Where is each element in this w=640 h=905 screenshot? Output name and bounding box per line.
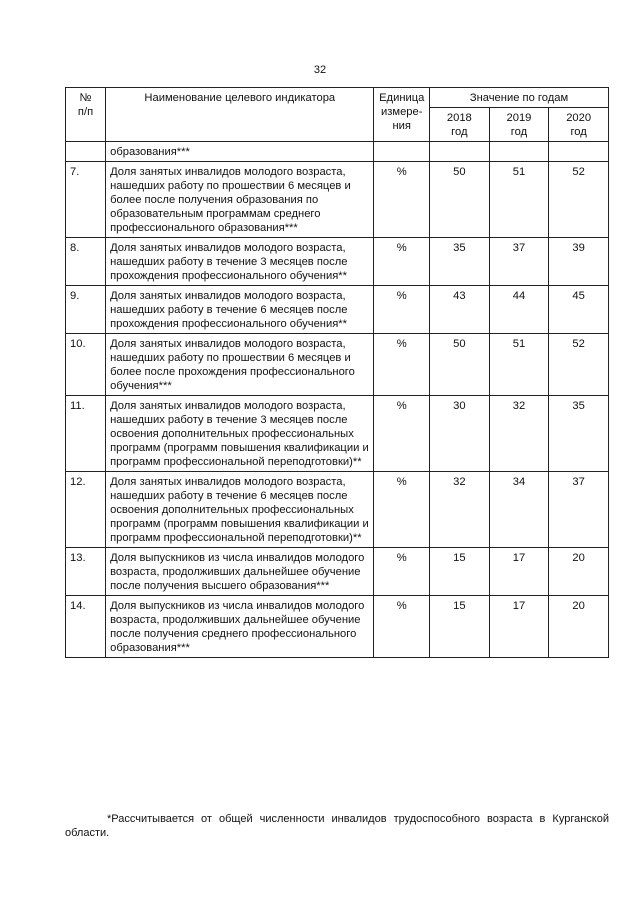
cell-2019: 34 xyxy=(489,472,549,548)
header-year-2019: 2019 год xyxy=(489,108,549,142)
cell-2018: 30 xyxy=(430,396,490,472)
cell-2019: 37 xyxy=(489,238,549,286)
cell-2019: 51 xyxy=(489,162,549,238)
header-num: № п/п xyxy=(66,88,106,142)
cell-2018: 43 xyxy=(430,286,490,334)
cell-2018: 35 xyxy=(430,238,490,286)
table-row xyxy=(66,472,609,548)
indicators-table xyxy=(65,87,609,658)
cell-2020: 52 xyxy=(549,334,609,396)
cell-name: Доля занятых инвалидов молодого возраста, нашедших работу в течение 3 месяцев после освоения дополнительных профессиональных программ (программ повышения квалификации и программ профессиональной переподготовки)** xyxy=(106,396,374,472)
footnote: *Рассчитывается от общей численности инвалидов трудоспособного возраста в Курганской области. xyxy=(65,813,609,839)
table-row-continuation xyxy=(66,142,609,162)
cell-2018 xyxy=(430,142,490,162)
cell-num: 7. xyxy=(66,162,106,238)
cell-2018: 15 xyxy=(430,548,490,596)
cell-name: Доля занятых инвалидов молодого возраста, нашедших работу в течение 6 месяцев после освоения дополнительных профессиональных программ (программ повышения квалификации и программ профессиональной переподготовки)** xyxy=(106,472,374,548)
cell-2019: 17 xyxy=(489,548,549,596)
header-name: Наименование целевого индикатора xyxy=(106,88,374,142)
cell-name: Доля выпускников из числа инвалидов молодого возраста, продолживших дальнейшее обучение после получения среднего профессионального образования*** xyxy=(106,596,374,658)
cell-unit: % xyxy=(374,334,430,396)
cell-unit: % xyxy=(374,596,430,658)
cell-2020: 45 xyxy=(549,286,609,334)
cell-num: 9. xyxy=(66,286,106,334)
cell-unit: % xyxy=(374,238,430,286)
cell-2020: 37 xyxy=(549,472,609,548)
cell-name: образования*** xyxy=(106,142,374,162)
cell-2019: 32 xyxy=(489,396,549,472)
table-row xyxy=(66,162,609,238)
table-row xyxy=(66,286,609,334)
cell-2020: 20 xyxy=(549,548,609,596)
header-year-2018: 2018 год xyxy=(430,108,490,142)
cell-name: Доля занятых инвалидов молодого возраста, нашедших работу в течение 6 месяцев после прохождения профессионального обучения** xyxy=(106,286,374,334)
cell-2018: 50 xyxy=(430,162,490,238)
cell-name: Доля занятых инвалидов молодого возраста, нашедших работу в течение 3 месяцев после прохождения профессионального обучения** xyxy=(106,238,374,286)
table-row xyxy=(66,596,609,658)
cell-2019: 51 xyxy=(489,334,549,396)
cell-2020: 39 xyxy=(549,238,609,286)
cell-num: 14. xyxy=(66,596,106,658)
cell-unit: % xyxy=(374,548,430,596)
cell-2018: 15 xyxy=(430,596,490,658)
cell-num xyxy=(66,142,106,162)
cell-unit xyxy=(374,142,430,162)
cell-2019: 17 xyxy=(489,596,549,658)
table-row xyxy=(66,396,609,472)
cell-unit: % xyxy=(374,286,430,334)
cell-num: 10. xyxy=(66,334,106,396)
cell-2020: 35 xyxy=(549,396,609,472)
cell-2019: 44 xyxy=(489,286,549,334)
cell-unit: % xyxy=(374,396,430,472)
page-number: 32 xyxy=(313,64,327,76)
header-values-by-year: Значение по годам xyxy=(430,88,609,108)
cell-unit: % xyxy=(374,162,430,238)
cell-2020 xyxy=(549,142,609,162)
cell-2019 xyxy=(489,142,549,162)
cell-name: Доля занятых инвалидов молодого возраста, нашедших работу по прошествии 6 месяцев и более после прохождения профессионального обучения*** xyxy=(106,334,374,396)
cell-num: 11. xyxy=(66,396,106,472)
cell-name: Доля выпускников из числа инвалидов молодого возраста, продолживших дальнейшее обучение после получения высшего образования*** xyxy=(106,548,374,596)
table-header-row xyxy=(66,88,609,108)
table-row xyxy=(66,548,609,596)
cell-num: 13. xyxy=(66,548,106,596)
cell-2020: 52 xyxy=(549,162,609,238)
cell-2020: 20 xyxy=(549,596,609,658)
cell-2018: 50 xyxy=(430,334,490,396)
cell-unit: % xyxy=(374,472,430,548)
cell-2018: 32 xyxy=(430,472,490,548)
cell-num: 12. xyxy=(66,472,106,548)
header-unit: Единица измере- ния xyxy=(374,88,430,142)
cell-num: 8. xyxy=(66,238,106,286)
table-row xyxy=(66,334,609,396)
table-row xyxy=(66,238,609,286)
cell-name: Доля занятых инвалидов молодого возраста, нашедших работу по прошествии 6 месяцев и более после получения образования по образовательным программам среднего профессионального образования*** xyxy=(106,162,374,238)
header-year-2020: 2020 год xyxy=(549,108,609,142)
